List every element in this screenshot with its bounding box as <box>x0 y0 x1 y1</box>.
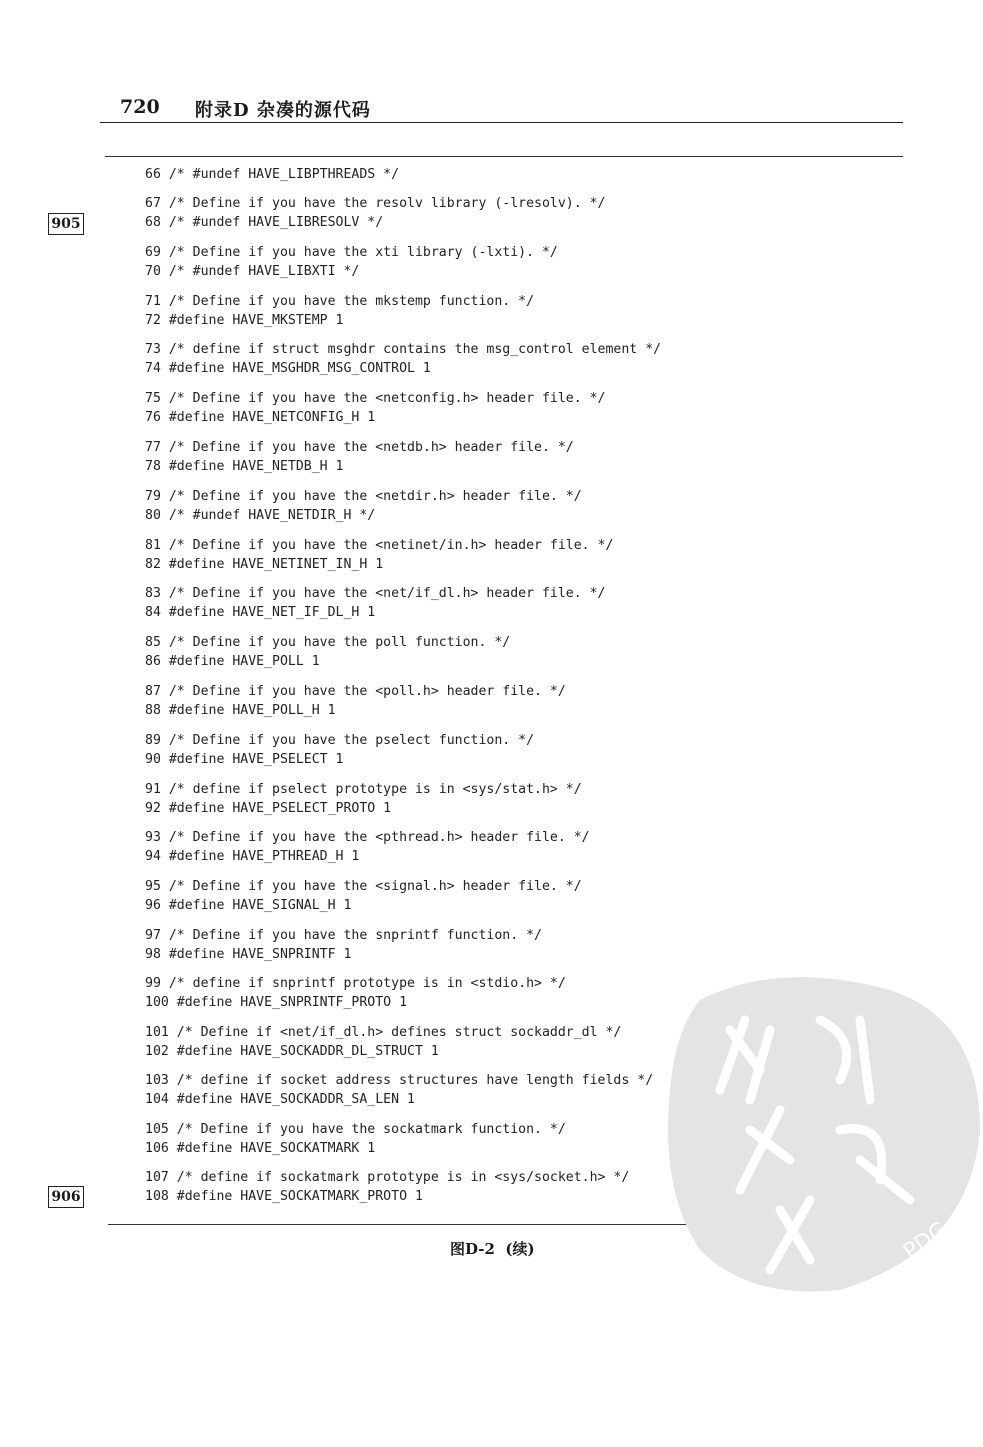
page-header <box>100 96 900 120</box>
code-line: 96 #define HAVE_SIGNAL_H 1 <box>145 898 352 913</box>
code-line: 87 /* Define if you have the <poll.h> header file. */ <box>145 684 566 699</box>
margin-page-ref: 905 <box>48 213 84 235</box>
code-line: 72 #define HAVE_MKSTEMP 1 <box>145 313 344 328</box>
code-line: 85 /* Define if you have the poll function. */ <box>145 635 511 650</box>
code-line: 86 #define HAVE_POLL 1 <box>145 654 320 669</box>
code-line: 102 #define HAVE_SOCKADDR_DL_STRUCT 1 <box>145 1044 439 1059</box>
code-line: 95 /* Define if you have the <signal.h> header file. */ <box>145 879 582 894</box>
code-line: 81 /* Define if you have the <netinet/in.h> header file. */ <box>145 538 614 553</box>
code-line: 67 /* Define if you have the resolv library (-lresolv). */ <box>145 196 606 211</box>
code-line: 78 #define HAVE_NETDB_H 1 <box>145 459 344 474</box>
code-line: 97 /* Define if you have the snprintf function. */ <box>145 928 542 943</box>
figure-top-rule <box>105 156 903 157</box>
code-line: 80 /* #undef HAVE_NETDIR_H */ <box>145 508 376 523</box>
figure-caption: 图D-2 (续) <box>450 1240 535 1258</box>
code-line: 99 /* define if snprintf prototype is in <stdio.h> */ <box>145 976 566 991</box>
code-line: 93 /* Define if you have the <pthread.h> header file. */ <box>145 830 590 845</box>
code-line: 100 #define HAVE_SNPRINTF_PROTO 1 <box>145 995 408 1010</box>
code-line: 104 #define HAVE_SOCKADDR_SA_LEN 1 <box>145 1092 415 1107</box>
running-title: 附录D 杂凑的源代码 <box>195 100 371 121</box>
code-line: 79 /* Define if you have the <netdir.h> header file. */ <box>145 489 582 504</box>
code-line: 94 #define HAVE_PTHREAD_H 1 <box>145 849 360 864</box>
code-line: 106 #define HAVE_SOCKATMARK 1 <box>145 1141 376 1156</box>
code-line: 69 /* Define if you have the xti library (-lxti). */ <box>145 245 558 260</box>
code-line: 90 #define HAVE_PSELECT 1 <box>145 752 344 767</box>
code-line: 75 /* Define if you have the <netconfig.h> header file. */ <box>145 391 606 406</box>
code-line: 92 #define HAVE_PSELECT_PROTO 1 <box>145 801 392 816</box>
code-line: 73 /* define if struct msghdr contains the msg_control element */ <box>145 342 662 357</box>
svg-text:PDG: PDG <box>899 1217 953 1265</box>
watermark-seal <box>660 960 983 1300</box>
code-line: 71 /* Define if you have the mkstemp function. */ <box>145 294 535 309</box>
code-line: 108 #define HAVE_SOCKATMARK_PROTO 1 <box>145 1189 423 1204</box>
code-line: 88 #define HAVE_POLL_H 1 <box>145 703 336 718</box>
page-number: 720 <box>120 96 160 118</box>
code-line: 76 #define HAVE_NETCONFIG_H 1 <box>145 410 376 425</box>
code-line: 77 /* Define if you have the <netdb.h> header file. */ <box>145 440 574 455</box>
code-line: 103 /* define if socket address structures have length fields */ <box>145 1073 654 1088</box>
code-line: 98 #define HAVE_SNPRINTF 1 <box>145 947 352 962</box>
code-line: 89 /* Define if you have the pselect function. */ <box>145 733 535 748</box>
code-line: 68 /* #undef HAVE_LIBRESOLV */ <box>145 215 384 230</box>
code-line: 82 #define HAVE_NETINET_IN_H 1 <box>145 557 384 572</box>
code-line: 66 /* #undef HAVE_LIBPTHREADS */ <box>145 167 400 182</box>
code-line: 101 /* Define if <net/if_dl.h> defines struct sockaddr_dl */ <box>145 1025 622 1040</box>
code-line: 74 #define HAVE_MSGHDR_MSG_CONTROL 1 <box>145 361 431 376</box>
code-line: 107 /* define if sockatmark prototype is in <sys/socket.h> */ <box>145 1170 630 1185</box>
code-line: 91 /* define if pselect prototype is in <sys/stat.h> */ <box>145 782 582 797</box>
code-line: 83 /* Define if you have the <net/if_dl.h> header file. */ <box>145 586 606 601</box>
header-rule <box>100 122 903 123</box>
code-line: 84 #define HAVE_NET_IF_DL_H 1 <box>145 605 376 620</box>
margin-page-ref: 906 <box>48 1186 84 1208</box>
code-line: 105 /* Define if you have the sockatmark function. */ <box>145 1122 566 1137</box>
code-line: 70 /* #undef HAVE_LIBXTI */ <box>145 264 360 279</box>
